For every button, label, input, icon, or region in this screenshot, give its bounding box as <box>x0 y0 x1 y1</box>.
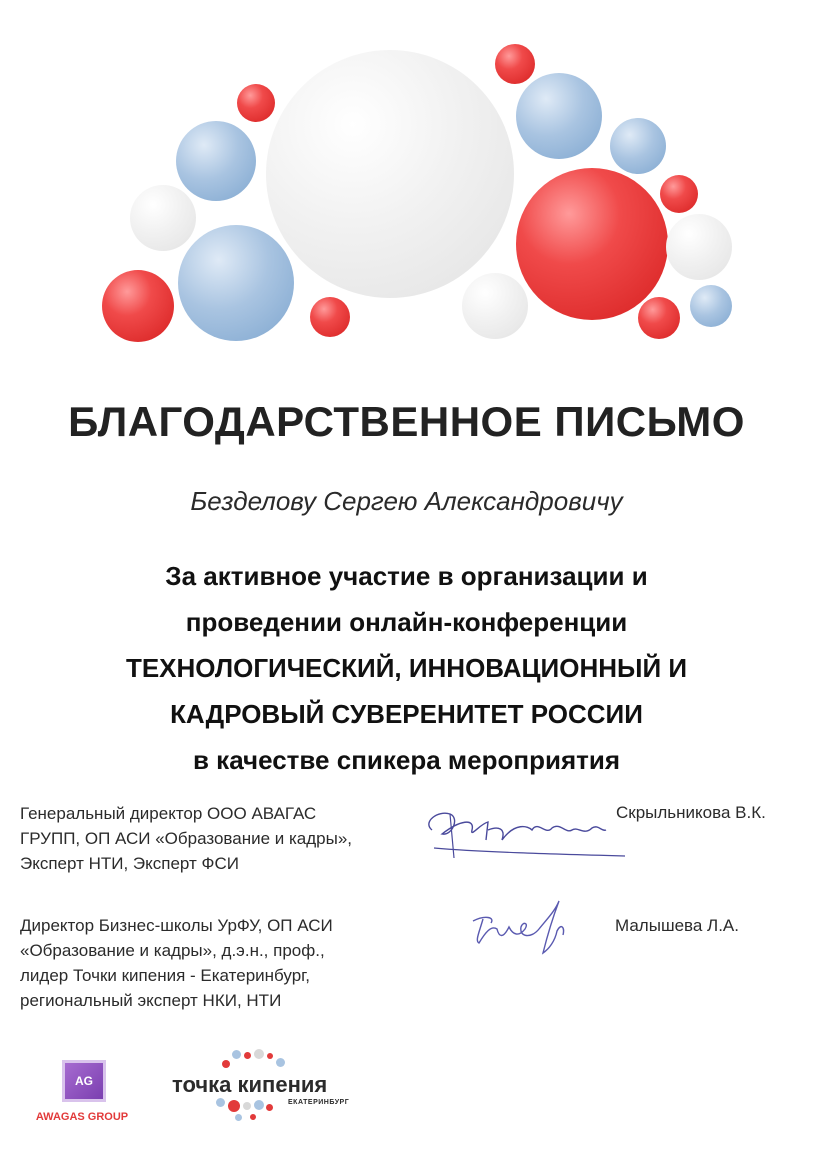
position-line: ГРУПП, ОП АСИ «Образование и кадры», <box>20 829 353 848</box>
circle-decoration <box>130 185 196 251</box>
reason-line: КАДРОВЫЙ СУВЕРЕНИТЕТ РОССИИ <box>170 699 643 729</box>
circle-decoration <box>462 273 528 339</box>
circle-decoration <box>495 44 535 84</box>
circle-decoration <box>516 73 602 159</box>
signature-image <box>465 893 575 968</box>
circle-decoration <box>610 118 666 174</box>
reason-line: ТЕХНОЛОГИЧЕСКИЙ, ИННОВАЦИОННЫЙ И <box>125 653 688 683</box>
position-line: Генеральный директор ООО АВАГАС <box>20 804 317 823</box>
circle-decoration <box>690 285 732 327</box>
circle-decoration <box>102 270 174 342</box>
circle-decoration <box>176 121 256 201</box>
position-line: Эксперт НТИ, Эксперт ФСИ <box>20 854 239 873</box>
position-line: «Образование и кадры», д.э.н., проф., <box>20 941 325 960</box>
tochka-logo-city: ЕКАТЕРИНБУРГ <box>288 1099 350 1106</box>
signatory-name: Скрыльникова В.К. <box>616 803 766 822</box>
position-line: Директор Бизнес-школы УрФУ, ОП АСИ <box>20 916 333 935</box>
position-line: лидер Точки кипения - Екатеринбург, <box>20 966 311 985</box>
circle-decoration <box>666 214 732 280</box>
circle-decoration <box>516 168 668 320</box>
reason-text <box>60 553 753 783</box>
signatory-position <box>20 801 352 876</box>
circle-decoration <box>266 50 514 298</box>
signature-image <box>420 800 620 865</box>
circle-decoration <box>310 297 350 337</box>
awagas-logo: AG <box>62 1060 106 1102</box>
reason-line: проведении онлайн-конференции <box>185 607 628 637</box>
reason-line: в качестве спикера мероприятия <box>192 745 621 775</box>
reason-line: За активное участие в организации и <box>165 561 648 591</box>
letter-title: БЛАГОДАРСТВЕННОЕ ПИСЬМО <box>68 398 745 445</box>
circle-decoration <box>237 84 275 122</box>
circle-decoration <box>660 175 698 213</box>
position-line: региональный эксперт НКИ, НТИ <box>20 991 282 1010</box>
signatory-name: Малышева Л.А. <box>615 916 739 935</box>
circle-decoration <box>638 297 680 339</box>
tochka-logo-text: точка кипения <box>172 1072 328 1097</box>
signatory-position <box>20 913 333 1013</box>
recipient-name: Безделову Сергею Александровичу <box>190 486 623 516</box>
circle-decoration <box>178 225 294 341</box>
awagas-logo-text: AWAGAS GROUP <box>35 1111 129 1123</box>
